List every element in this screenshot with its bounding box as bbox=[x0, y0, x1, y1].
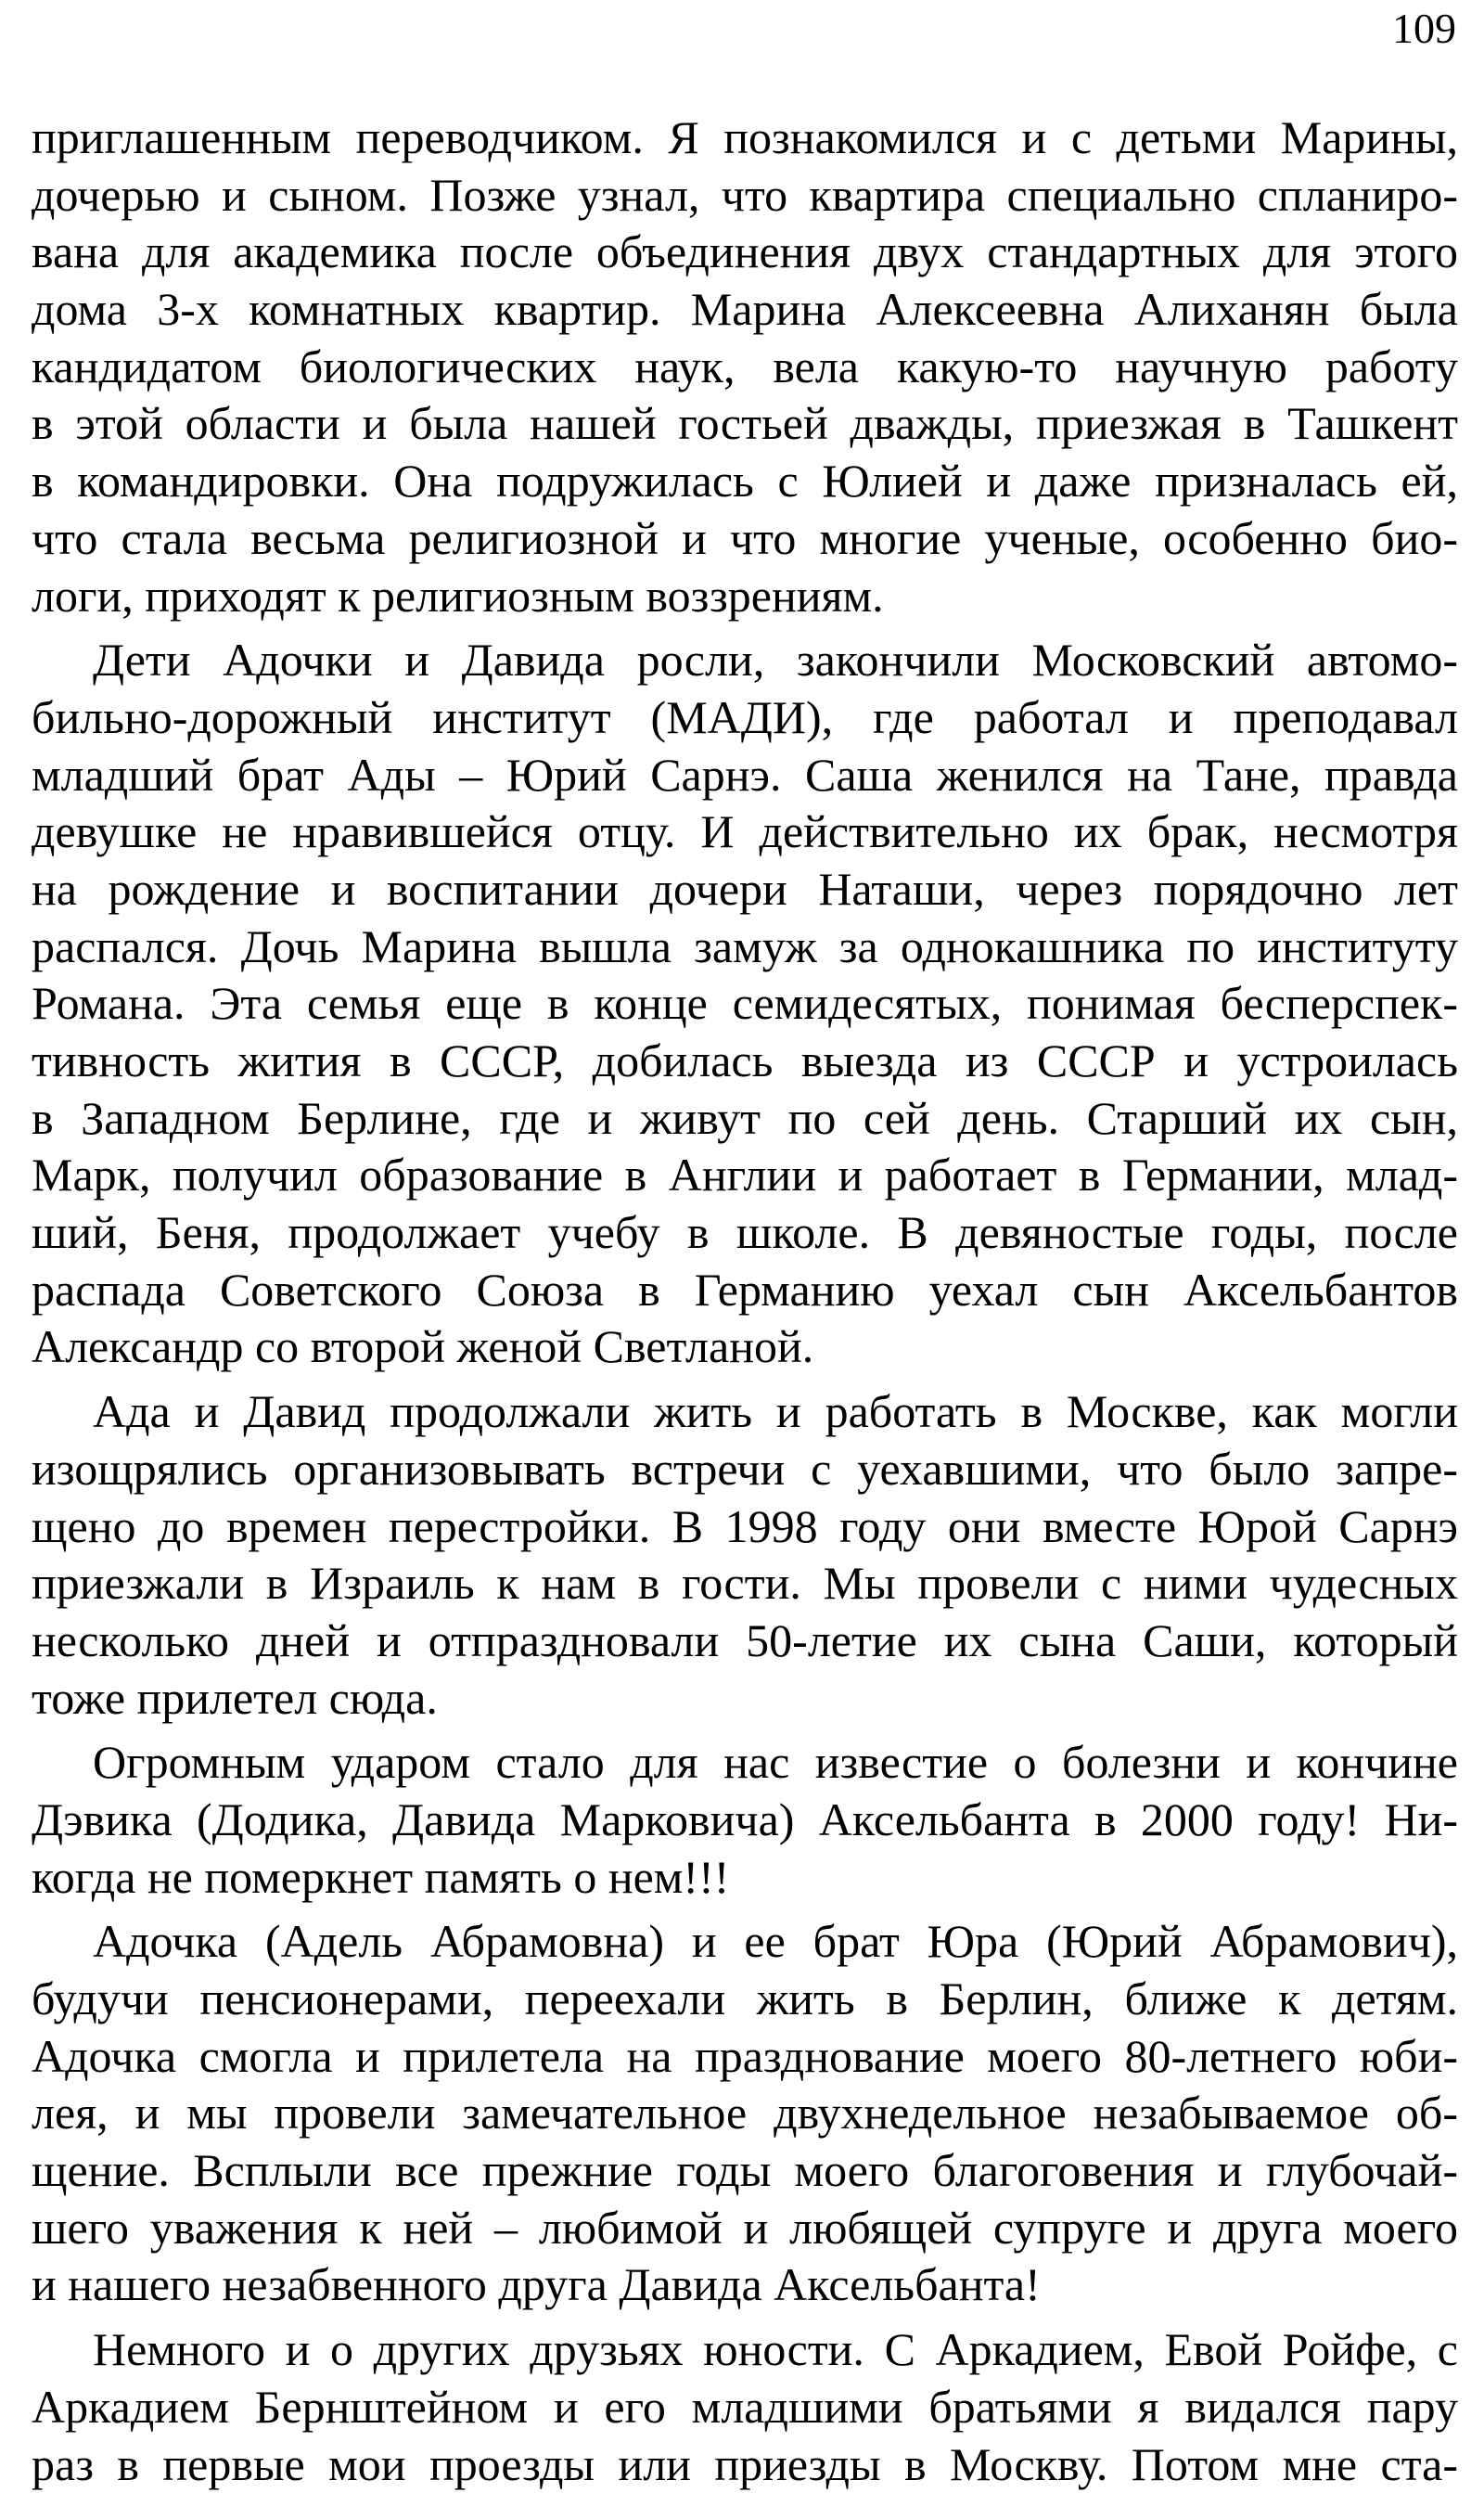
text-line: на рождение и воспитании дочери Наташи, через порядочно лет bbox=[32, 861, 1458, 919]
text-line: бильно-дорожный институт (МАДИ), где работал и преподавал bbox=[32, 689, 1458, 747]
text-line: Дэвика (Додика, Давида Марковича) Аксельбанта в 2000 году! Ни- bbox=[32, 1792, 1458, 1849]
text-line: Аркадием Бернштейном и его младшими братьями я видался пару bbox=[32, 2379, 1458, 2436]
text-line: в этой области и была нашей гостьей дважды, приезжая в Ташкент bbox=[32, 395, 1458, 453]
text-line: дома 3-х комнатных квартир. Марина Алексеевна Алиханян была bbox=[32, 281, 1458, 339]
paragraph bbox=[32, 2321, 1458, 2493]
text-line: ший, Беня, продолжает учебу в школе. В девяностые годы, после bbox=[32, 1204, 1458, 1262]
text-line: раз в первые мои проезды или приезды в Москву. Потом мне ста- bbox=[32, 2436, 1458, 2493]
text-line: Ада и Давид продолжали жить и работать в Москве, как могли bbox=[32, 1383, 1458, 1441]
text-line: что стала весьма религиозной и что многие ученые, особенно био- bbox=[32, 510, 1458, 568]
text-line: Адочка смогла и прилетела на празднование моего 80-летнего юби- bbox=[32, 2028, 1458, 2086]
paragraph bbox=[32, 632, 1458, 1376]
text-line: девушке не нравившейся отцу. И действительно их брак, несмотря bbox=[32, 803, 1458, 861]
text-line: щено до времен перестройки. В 1998 году они вместе Юрой Сарнэ bbox=[32, 1498, 1458, 1556]
text-line: младший брат Ады – Юрий Сарнэ. Саша женился на Тане, правда bbox=[32, 747, 1458, 804]
paragraph bbox=[32, 1913, 1458, 2314]
text-line: в командировки. Она подружилась с Юлией и даже призналась ей, bbox=[32, 453, 1458, 510]
text-line: изощрялись организовывать встречи с уехавшими, что было запре- bbox=[32, 1441, 1458, 1498]
text-line: шего уважения к ней – любимой и любящей супруге и друга моего bbox=[32, 2200, 1458, 2257]
text-line: кандидатом биологических наук, вела какую-то научную работу bbox=[32, 339, 1458, 396]
text-line: Марк, получил образование в Англии и работает в Германии, млад- bbox=[32, 1147, 1458, 1204]
text-line: в Западном Берлине, где и живут по сей день. Старший их сын, bbox=[32, 1090, 1458, 1148]
text-line: приезжали в Израиль к нам в гости. Мы провели с ними чудесных bbox=[32, 1555, 1458, 1613]
text-line: лея, и мы провели замечательное двухнедельное незабываемое об- bbox=[32, 2085, 1458, 2142]
text-line: щение. Всплыли все прежние годы моего благоговения и глубочай- bbox=[32, 2142, 1458, 2200]
text-line: приглашенным переводчиком. Я познакомился и с детьми Марины, bbox=[32, 109, 1458, 167]
text-line: Дети Адочки и Давида росли, закончили Московский автомо- bbox=[32, 632, 1458, 689]
text-line: когда не померкнет память о нем!!! bbox=[32, 1849, 1458, 1907]
paragraph bbox=[32, 1734, 1458, 1906]
page-number: 109 bbox=[1392, 7, 1456, 50]
text-line: дочерью и сыном. Позже узнал, что квартира специально спланиро- bbox=[32, 167, 1458, 225]
text-line: Немного и о других друзьях юности. С Аркадием, Евой Ройфе, с bbox=[32, 2321, 1458, 2379]
body-text bbox=[32, 109, 1458, 2493]
text-line: тоже прилетел сюда. bbox=[32, 1670, 1458, 1728]
text-line: Романа. Эта семья еще в конце семидесятых, понимая бесперспек- bbox=[32, 975, 1458, 1033]
text-line: распался. Дочь Марина вышла замуж за однокашника по институту bbox=[32, 919, 1458, 976]
text-line: и нашего незабвенного друга Давида Аксельбанта! bbox=[32, 2256, 1458, 2314]
paragraph bbox=[32, 1383, 1458, 1727]
text-line: будучи пенсионерами, переехали жить в Берлин, ближе к детям. bbox=[32, 1971, 1458, 2028]
text-line: Александр со второй женой Светланой. bbox=[32, 1318, 1458, 1376]
text-line: вана для академика после объединения двух стандартных для этого bbox=[32, 224, 1458, 281]
text-line: Адочка (Адель Абрамовна) и ее брат Юра (Юрий Абрамович), bbox=[32, 1913, 1458, 1971]
text-line: Огромным ударом стало для нас известие о болезни и кончине bbox=[32, 1734, 1458, 1792]
text-line: распада Советского Союза в Германию уехал сын Аксельбантов bbox=[32, 1262, 1458, 1319]
text-line: несколько дней и отпраздновали 50-летие их сына Саши, который bbox=[32, 1613, 1458, 1670]
paragraph bbox=[32, 109, 1458, 624]
text-line: логи, приходят к религиозным воззрениям. bbox=[32, 568, 1458, 625]
text-line: тивность жития в СССР, добилась выезда из СССР и устроилась bbox=[32, 1033, 1458, 1090]
